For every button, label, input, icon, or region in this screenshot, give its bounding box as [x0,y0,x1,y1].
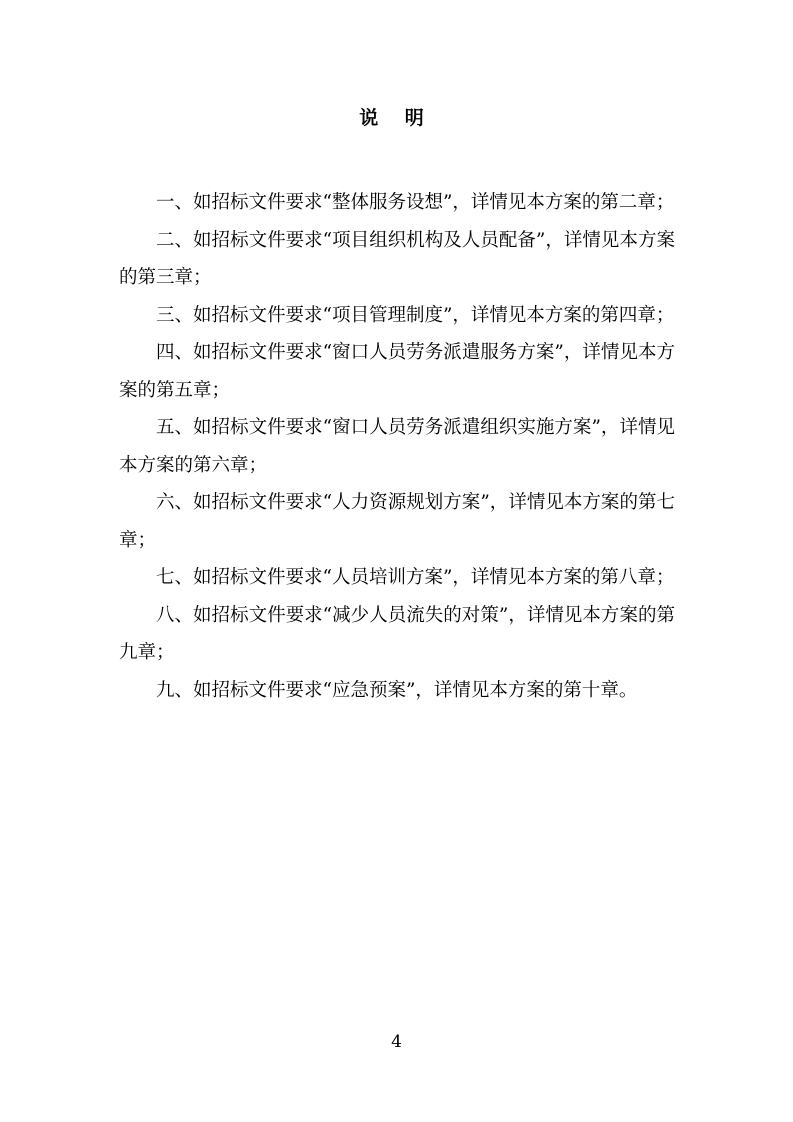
paragraph-4: 四、如招标文件要求“窗口人员劳务派遣服务方案”，详情见本方案的第五章； [119,342,675,401]
document-body [119,184,675,709]
paragraph-5: 五、如招标文件要求“窗口人员劳务派遣组织实施方案”，详情见本方案的第六章； [119,417,675,476]
paragraph-9: 九、如招标文件要求“应急预案”，详情见本方案的第十章。 [156,679,638,701]
page-number: 4 [391,1032,402,1052]
page-title: 说 明 [359,107,434,129]
paragraph-8: 八、如招标文件要求“减少人员流失的对策”，详情见本方案的第九章； [119,604,675,663]
paragraph-3: 三、如招标文件要求“项目管理制度”，详情见本方案的第四章； [156,304,675,326]
paragraph-1: 一、如招标文件要求“整体服务设想”，详情见本方案的第二章； [156,192,675,213]
paragraph-7: 七、如招标文件要求“人员培训方案”，详情见本方案的第八章； [156,567,675,588]
paragraph-6: 六、如招标文件要求“人力资源规划方案”，详情见本方案的第七章； [119,492,675,551]
paragraph-2: 二、如招标文件要求“项目组织机构及人员配备”，详情见本方案的第三章； [119,229,675,288]
